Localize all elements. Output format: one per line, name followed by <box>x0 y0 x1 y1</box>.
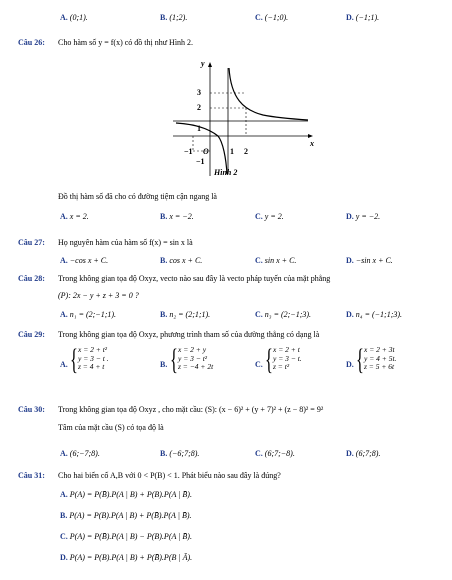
q26-option-a[interactable]: A. x = 2. <box>60 212 89 221</box>
q29-d-line3: z = 5 + 6t <box>364 362 395 372</box>
q29-d-line2: y = 4 + 5t. <box>364 353 397 363</box>
q26-question: Đồ thị hàm số đã cho có đường tiệm cận ngang là <box>58 192 217 201</box>
q31-number-text: Câu 31: <box>18 471 45 480</box>
q30-number <box>18 406 45 414</box>
q30-option-a[interactable]: A. (6;−7;8). <box>60 449 100 458</box>
q28-number-text: Câu 28: <box>18 274 45 283</box>
q30-stem-2: Tâm của mặt cầu (S) có tọa độ là <box>58 423 164 432</box>
q29-number <box>18 331 45 339</box>
q26-option-c[interactable]: C. y = 2. <box>255 212 284 221</box>
q29-option-a-brace: { <box>70 343 78 376</box>
q26-option-b[interactable]: B. x = −2. <box>160 212 194 221</box>
q31-option-b[interactable]: B. P(A) = P(B).P(A | B) + P(B̄).P(A | B̄). <box>60 511 192 520</box>
top-option-a[interactable]: A. (0;1). <box>60 13 88 22</box>
q26-graph <box>168 58 318 183</box>
top-option-c[interactable]: C. (−1;0). <box>255 13 289 22</box>
graph-ytick-1: 1 <box>197 124 201 133</box>
q28-stem-2: (P): 2x − y + z + 3 = 0 ? <box>58 291 139 300</box>
graph-xtick-2: 2 <box>244 147 248 156</box>
top-option-b[interactable]: B. (1;2). <box>160 13 188 22</box>
q29-option-c-system <box>273 346 302 372</box>
q29-option-a-label: A. <box>60 360 68 369</box>
graph-x-label: x <box>310 139 314 148</box>
q31-option-a[interactable]: A. P(A) = P(B̄).P(A | B) + P(B).P(A | B̄). <box>60 490 192 499</box>
graph-ytick-3: 3 <box>197 88 201 97</box>
q29-number-text: Câu 29: <box>18 330 45 339</box>
q27-option-c[interactable]: C. sin x + C. <box>255 256 297 265</box>
q27-stem: Họ nguyên hàm của hàm số f(x) = sin x là <box>58 238 193 247</box>
q29-option-c-label: C. <box>255 360 263 369</box>
q31-number <box>18 472 45 480</box>
q29-option-d-label: D. <box>346 360 354 369</box>
q28-option-b[interactable]: B. n₂ = (2;1;1). <box>160 310 211 319</box>
graph-y-label: y <box>201 59 205 68</box>
q30-option-b[interactable]: B. (−6;7;8). <box>160 449 200 458</box>
q30-option-c[interactable]: C. (6;7;−8). <box>255 449 295 458</box>
q27-option-b[interactable]: B. cos x + C. <box>160 256 203 265</box>
q29-option-a-system <box>78 346 109 372</box>
q29-c-line3: z = t² <box>273 362 290 372</box>
q27-number-text: Câu 27: <box>18 238 45 247</box>
graph-ytick-neg1: −1 <box>196 157 205 166</box>
graph-ytick-2: 2 <box>197 103 201 112</box>
q29-option-c-brace: { <box>265 343 273 376</box>
q29-a-line1: x = 2 + t² <box>78 345 108 354</box>
graph-caption: Hình 2 <box>214 168 238 177</box>
graph-origin: O <box>203 147 209 156</box>
q29-b-line3: z = −4 + 2t <box>178 362 214 372</box>
q30-number-text: Câu 30: <box>18 405 45 414</box>
graph-xtick-1: 1 <box>230 147 234 156</box>
q28-number <box>18 275 45 283</box>
q26-number <box>18 39 45 47</box>
q27-number <box>18 239 45 247</box>
q29-b-line1: x = 2 + y <box>178 345 207 354</box>
q26-option-d[interactable]: D. y = −2. <box>346 212 381 221</box>
q30-stem: Trong không gian tọa độ Oxyz , cho mặt cầu: (S): (x − 6)² + (y + 7)² + (z − 8)² = 9² <box>58 405 324 414</box>
q29-b-line2: y = 3 − t² <box>178 353 208 363</box>
q29-stem: Trong không gian tọa độ Oxyz, phương trình tham số của đường thẳng có dạng là <box>58 330 320 339</box>
q26-stem: Cho hàm số y = f(x) có đồ thị như Hình 2. <box>58 38 194 47</box>
q31-option-d[interactable]: D. P(A) = P(B).P(A | B) + P(B̄).P(B | Ā). <box>60 553 193 562</box>
q29-c-line2: y = 3 − t. <box>273 353 302 363</box>
q28-option-d[interactable]: D. n₄ = (−1;1;3). <box>346 310 403 319</box>
q31-option-c[interactable]: C. P(A) = P(B̄).P(A | B) − P(B).P(A | B̄). <box>60 532 192 541</box>
q29-option-b-system <box>178 346 213 372</box>
q29-a-line3: z = 4 + t <box>78 362 105 372</box>
q27-option-a[interactable]: A. −cos x + C. <box>60 256 109 265</box>
q28-option-c[interactable]: C. n₃ = (2;−1;3). <box>255 310 312 319</box>
top-option-d[interactable]: D. (−1;1). <box>346 13 380 22</box>
q31-stem: Cho hai biến cố A,B với 0 < P(B) < 1. Phát biểu nào sau đây là đúng? <box>58 471 281 480</box>
q29-option-b-label: B. <box>160 360 168 369</box>
q28-stem-1: Trong không gian tọa độ Oxyz, vecto nào sau đây là vecto pháp tuyến của mặt phẳng <box>58 274 331 283</box>
q29-option-d-system <box>364 346 396 372</box>
q27-option-d[interactable]: D. −sin x + C. <box>346 256 393 265</box>
q29-d-line1: x = 2 + 3t <box>364 345 395 354</box>
q29-a-line2: y = 3 − t . <box>78 353 109 363</box>
q28-option-a[interactable]: A. n₁ = (2;−1;1). <box>60 310 117 319</box>
q29-option-d-brace: { <box>356 343 364 376</box>
q29-c-line1: x = 2 + t <box>273 345 300 354</box>
q26-number-text: Câu 26: <box>18 38 45 47</box>
q29-option-b-brace: { <box>170 343 178 376</box>
q30-option-d[interactable]: D. (6;7;8). <box>346 449 381 458</box>
graph-xtick-neg1: −1 <box>184 147 193 156</box>
